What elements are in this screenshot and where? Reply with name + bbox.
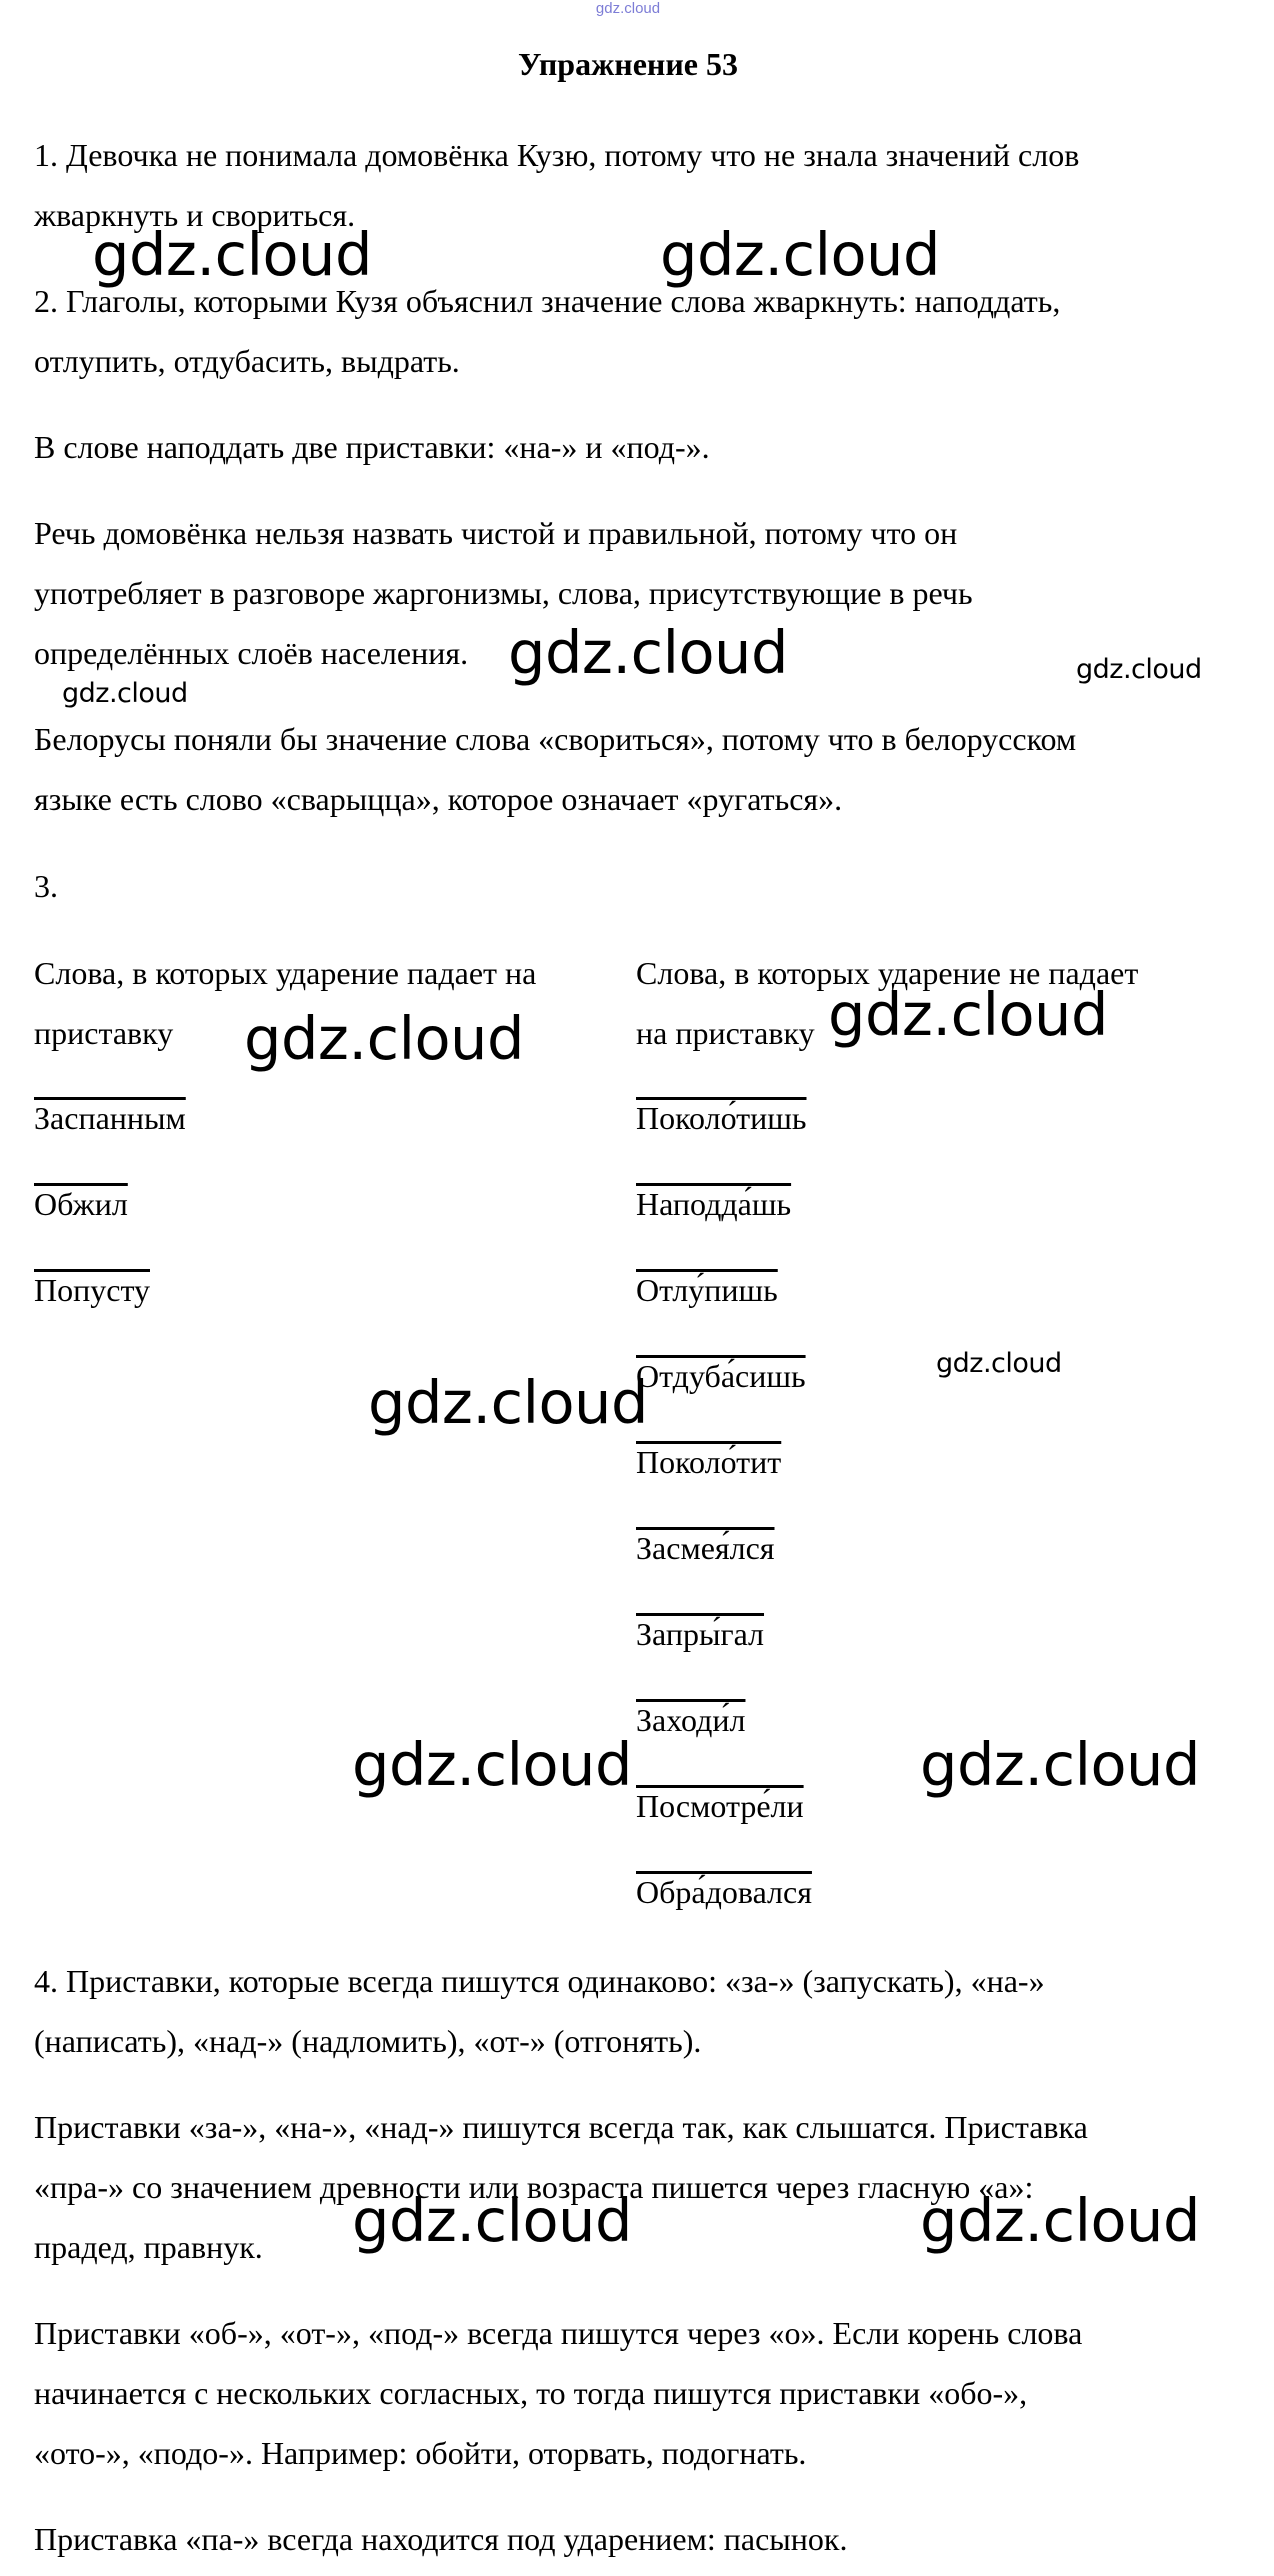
right-word: Отлу́пишь: [636, 1272, 778, 1308]
page-title: Упражнение 53: [517, 46, 738, 82]
paragraph-10: Приставка «па-» всегда находится под ударением: пасынок.: [34, 2521, 848, 2557]
site-mark: gdz.cloud: [595, 0, 661, 17]
watermark: gdz.cloud: [352, 1730, 632, 1799]
right-word: Поколо́тит: [636, 1444, 782, 1480]
paragraph-4-line-1: Речь домовёнка нельзя назвать чистой и правильной, потому что он: [34, 515, 958, 551]
right-column-heading-line-2: на приставку: [636, 1015, 815, 1051]
paragraph-6: 3.: [34, 868, 58, 904]
paragraph-3: В слове наподдать две приставки: «на-» и «под-».: [34, 429, 710, 465]
paragraph-5-line-1: Белорусы поняли бы значение слова «свориться», потому что в белорусском: [34, 721, 1077, 757]
paragraph-9-line-1: Приставки «об-», «от-», «под-» всегда пишутся через «о». Если корень слова: [34, 2315, 1083, 2351]
watermark: gdz.cloud: [920, 2186, 1200, 2255]
watermark: gdz.cloud: [352, 2186, 632, 2255]
paragraph-1-line-2: жваркнуть и свориться.: [34, 197, 356, 233]
paragraph-4-line-3: определённых слоёв населения.: [34, 635, 469, 671]
paragraph-1-line-1: 1. Девочка не понимала домовёнка Кузю, потому что не знала значений слов: [34, 137, 1080, 173]
paragraph-8-line-1: Приставки «за-», «на-», «над-» пишутся всегда так, как слышатся. Приставка: [34, 2109, 1088, 2145]
left-word: Попусту: [34, 1272, 150, 1308]
right-word: Наподда́шь: [636, 1186, 792, 1222]
watermark: gdz.cloud: [508, 618, 788, 687]
right-word: Заходи́л: [636, 1702, 746, 1738]
left-word: Обжил: [34, 1186, 128, 1222]
watermark: gdz.cloud: [244, 1004, 524, 1073]
left-column-heading-line-2: приставку: [34, 1015, 174, 1051]
right-word: Посмотре́ли: [636, 1788, 804, 1824]
left-word: Заспанным: [34, 1100, 186, 1136]
watermark: gdz.cloud: [660, 220, 940, 289]
paragraph-7-line-1: 4. Приставки, которые всегда пишутся одинаково: «за-» (запускать), «на-»: [34, 1963, 1045, 1999]
paragraph-8-line-3: прадед, правнук.: [34, 2229, 263, 2265]
paragraph-8-line-2: «пра-» со значением древности или возраста пишется через гласную «а»:: [34, 2169, 1034, 2205]
paragraph-2-line-1: 2. Глаголы, которыми Кузя объяснил значение слова жваркнуть: наподдать,: [34, 283, 1061, 319]
paragraph-5-line-2: языке есть слово «сварыцца», которое означает «ругаться».: [34, 781, 843, 817]
right-word: Запры́гал: [636, 1616, 765, 1652]
paragraph-4-line-2: употребляет в разговоре жаргонизмы, слова, присутствующие в речь: [34, 575, 973, 611]
right-word: Отдуба́сишь: [636, 1358, 806, 1394]
paragraph-2-line-2: отлупить, отдубасить, выдрать.: [34, 343, 460, 379]
right-word: Поколо́тишь: [636, 1100, 807, 1136]
left-column-heading-line-1: Слова, в которых ударение падает на: [34, 955, 537, 991]
paragraph-9-line-3: «ото-», «подо-». Например: обойти, оторвать, подогнать.: [34, 2435, 807, 2471]
right-word: Засмея́лся: [636, 1530, 775, 1566]
watermark: gdz.cloud: [920, 1730, 1200, 1799]
watermark: gdz.cloud: [62, 678, 188, 709]
watermark: gdz.cloud: [1076, 654, 1202, 685]
paragraph-9-line-2: начинается с нескольких согласных, то тогда пишутся приставки «обо-»,: [34, 2375, 1028, 2411]
watermark: gdz.cloud: [368, 1368, 648, 1437]
right-column-heading-line-1: Слова, в которых ударение не падает: [636, 955, 1139, 991]
watermark: gdz.cloud: [828, 980, 1108, 1049]
watermark: gdz.cloud: [92, 220, 372, 289]
right-word: Обра́довался: [636, 1874, 812, 1910]
paragraph-7-line-2: (написать), «над-» (надломить), «от-» (отгонять).: [34, 2023, 702, 2059]
watermark: gdz.cloud: [936, 1348, 1062, 1379]
